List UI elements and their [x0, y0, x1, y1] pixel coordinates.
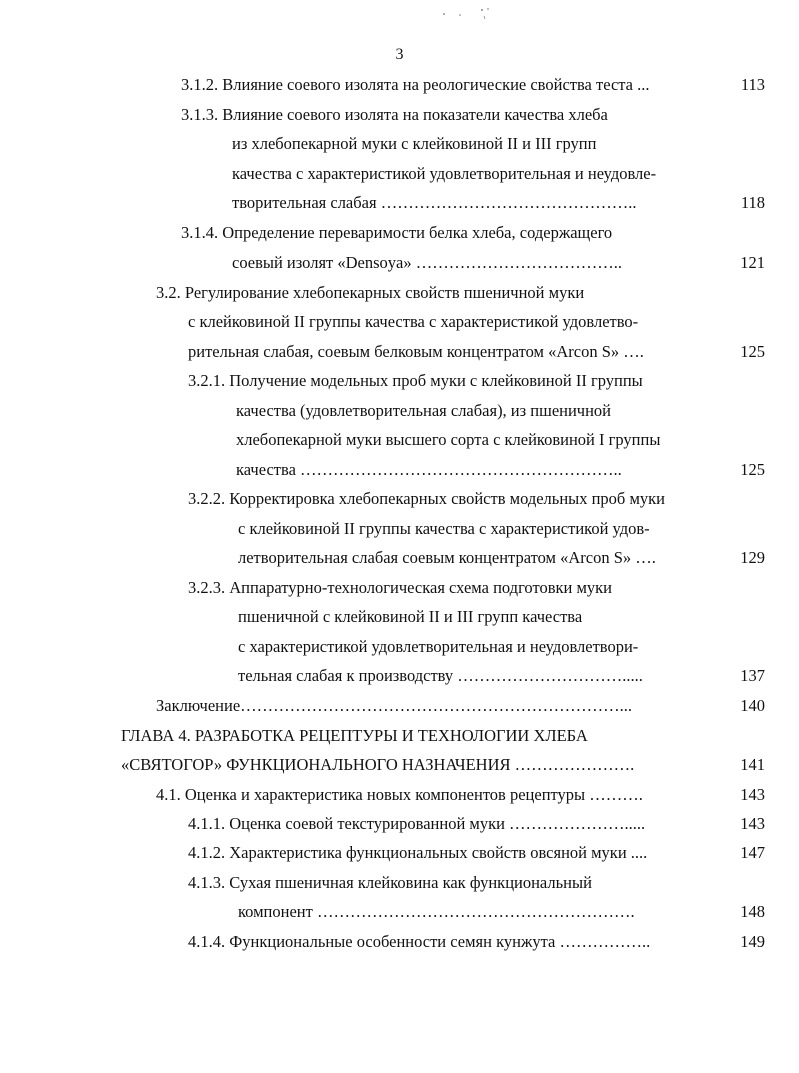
toc-page-number: 129: [740, 548, 765, 567]
toc-entry-text: с характеристикой удовлетворительная и неудовлетвори-: [238, 637, 639, 656]
toc-entry-text: 4.1.4. Функциональные особенности семян кунжута ……………..: [188, 932, 651, 951]
toc-entry-text: творительная слабая ………………………………………..: [232, 193, 637, 212]
toc-entry-text: 3.2. Регулирование хлебопекарных свойств пшеничной муки: [156, 283, 585, 302]
toc-page-number: 147: [740, 843, 765, 862]
toc-line: [0, 545, 799, 571]
toc-line: [0, 752, 799, 778]
toc-line: [0, 102, 799, 128]
toc-entry-text: летворительная слабая соевым концентратом «Arcon S» ….: [238, 548, 656, 567]
toc-entry-text: 3.1.2. Влияние соевого изолята на реологические свойства теста ...: [181, 75, 650, 94]
toc-chapter-heading: ГЛАВА 4. РАЗРАБОТКА РЕЦЕПТУРЫ И ТЕХНОЛОГИИ ХЛЕБА: [121, 726, 588, 745]
toc-entry-text: 3.2.3. Аппаратурно-технологическая схема подготовки муки: [188, 578, 613, 597]
toc-line: [0, 161, 799, 187]
toc-entry-text: тельная слабая к производству ………………………….....: [238, 666, 643, 685]
toc-page-number: 143: [740, 814, 765, 833]
toc-entry-text: 3.2.2. Корректировка хлебопекарных свойств модельных проб муки: [188, 489, 665, 508]
scan-artifact: [430, 6, 500, 20]
toc-line: [0, 899, 799, 925]
toc-line: [0, 190, 799, 216]
toc-line: [0, 486, 799, 512]
toc-line: [0, 368, 799, 394]
toc-entry-text: компонент ………………………………………………….: [238, 902, 635, 921]
toc-chapter-heading: «СВЯТОГОР» ФУНКЦИОНАЛЬНОГО НАЗНАЧЕНИЯ ………………….: [121, 755, 635, 774]
toc-entry-text: качества с характеристикой удовлетворительная и неудовле-: [232, 164, 657, 183]
toc-entry-text: качества …………………………………………………..: [236, 460, 622, 479]
toc-line: [0, 604, 799, 630]
toc-entry-text: качества (удовлетворительная слабая), из пшеничной: [236, 401, 612, 420]
toc-page-number: 118: [740, 193, 765, 212]
toc-line: [0, 663, 799, 689]
page-number: 3: [395, 46, 404, 63]
toc-line: [0, 693, 799, 719]
toc-entry-text: с клейковиной II группы качества с характеристикой удов-: [238, 519, 650, 538]
toc-line: [0, 870, 799, 896]
toc-line: [0, 929, 799, 955]
toc-page-number: 121: [740, 253, 765, 272]
toc-page-number: 149: [740, 932, 765, 951]
toc-line: [0, 280, 799, 306]
toc-entry-text: с клейковиной II группы качества с характеристикой удовлетво-: [188, 312, 639, 331]
toc-page-number: 125: [740, 342, 765, 361]
toc-line: [0, 72, 799, 98]
toc-page-number: 140: [740, 696, 765, 715]
toc-line: [0, 398, 799, 424]
toc-line: [0, 309, 799, 335]
toc-entry-text: 4.1. Оценка и характеристика новых компонентов рецептуры ……….: [156, 785, 643, 804]
toc-line: [0, 131, 799, 157]
toc-page-number: 141: [740, 755, 765, 774]
toc-line: [0, 516, 799, 542]
toc-page-number: 113: [740, 75, 765, 94]
toc-page-number: 143: [740, 785, 765, 804]
toc-page-number: 137: [740, 666, 765, 685]
toc-entry-text: 3.2.1. Получение модельных проб муки с клейковиной II группы: [188, 371, 643, 390]
toc-entry-text: из хлебопекарной муки с клейковиной II и III групп: [232, 134, 597, 153]
toc-entry-text: пшеничной с клейковиной II и III групп качества: [238, 607, 583, 626]
toc-line: [0, 457, 799, 483]
toc-line: [0, 220, 799, 246]
toc-line: [0, 634, 799, 660]
toc-line: [0, 575, 799, 601]
toc-entry-text: 3.1.4. Определение переваримости белка хлеба, содержащего: [181, 223, 613, 242]
toc-entry-text: 4.1.1. Оценка соевой текстурированной муки ………………….....: [188, 814, 646, 833]
toc-line: [0, 339, 799, 365]
toc-line: [0, 811, 799, 837]
toc-entry-text: 3.1.3. Влияние соевого изолята на показатели качества хлеба: [181, 105, 608, 124]
toc-entry-text: рительная слабая, соевым белковым концентратом «Arcon S» ….: [188, 342, 644, 361]
toc-page-number: 148: [740, 902, 765, 921]
toc-line: [0, 782, 799, 808]
toc-entry-text: соевый изолят «Densoya» ………………………………..: [232, 253, 622, 272]
toc-line: [0, 840, 799, 866]
toc-entry-text: Заключение……………………………………………………………...: [156, 696, 633, 715]
toc-line: [0, 250, 799, 276]
toc-line: [0, 723, 799, 749]
toc-page-number: 125: [740, 460, 765, 479]
toc-entry-text: хлебопекарной муки высшего сорта с клейковиной I группы: [236, 430, 661, 449]
toc-line: [0, 427, 799, 453]
toc-entry-text: 4.1.2. Характеристика функциональных свойств овсяной муки ....: [188, 843, 648, 862]
toc-entry-text: 4.1.3. Сухая пшеничная клейковина как функциональный: [188, 873, 592, 892]
